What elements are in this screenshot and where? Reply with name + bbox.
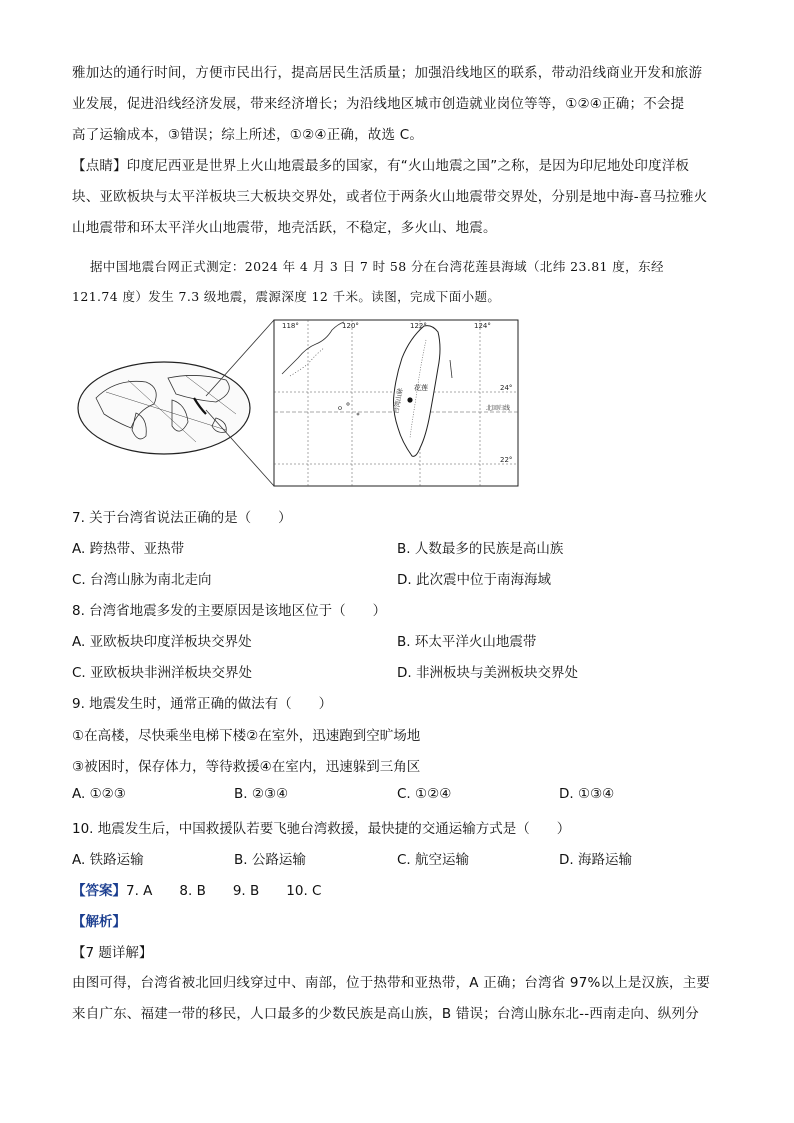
material-line-2: 121.74 度）发生 7.3 级地震，震源深度 12 千米。读图，完成下面小题。 xyxy=(72,289,501,304)
q10-option-a[interactable]: A. 铁路运输 xyxy=(72,852,144,868)
answer-text: 7. A 8. B 9. B 10. C xyxy=(126,883,322,899)
q7-option-a[interactable]: A. 跨热带、亚热带 xyxy=(72,541,185,557)
q10-option-c[interactable]: C. 航空运输 xyxy=(397,852,470,868)
q10-option-d[interactable]: D. 海路运输 xyxy=(559,852,632,868)
q8-option-b[interactable]: B. 环太平洋火山地震带 xyxy=(397,634,537,650)
detail-label: 【7 题详解】 xyxy=(72,945,153,961)
material-line-1: 据中国地震台网正式测定：2024 年 4 月 3 日 7 时 58 分在台湾花莲县海域（北纬 23.81 度，东经 xyxy=(90,259,664,274)
tip-line: 块、亚欧板块与太平洋板块三大板块交界处，或者位于两条火山地震带交界处，分别是地中海-喜马拉雅火 xyxy=(72,189,708,205)
detail-line: 由图可得，台湾省被北回归线穿过中、南部，位于热带和亚热带，A 正确；台湾省 97%以上是汉族，主要 xyxy=(72,975,711,991)
q10-option-b[interactable]: B. 公路运输 xyxy=(234,852,306,868)
lon-label: 122° xyxy=(410,322,427,330)
q7-option-c[interactable]: C. 台湾山脉为南北走向 xyxy=(72,572,212,588)
lat-label: 24° xyxy=(500,384,513,392)
q9-option-d[interactable]: D. ①③④ xyxy=(559,786,615,802)
epicenter-dot xyxy=(407,397,412,402)
q9-option-c[interactable]: C. ①②④ xyxy=(397,786,452,802)
tip-line: 山地震带和环太平洋火山地震带，地壳活跃，不稳定，多火山、地震。 xyxy=(72,220,497,236)
intro-line: 业发展，促进沿线经济发展，带来经济增长；为沿线地区城市创造就业岗位等等，①②④正确；不会提 xyxy=(72,96,685,112)
q9-option-a[interactable]: A. ①②③ xyxy=(72,786,126,802)
q7-option-b[interactable]: B. 人数最多的民族是高山族 xyxy=(397,541,564,557)
q9-statement-line: ③被困时，保存体力，等待救援④在室内，迅速躲到三角区 xyxy=(72,759,421,775)
lon-label: 124° xyxy=(474,322,491,330)
question-10-stem: 10. 地震发生后，中国救援队若要飞驰台湾救援，最快捷的交通运输方式是（ ） xyxy=(72,821,571,837)
detail-line: 来自广东、福建一带的移民，人口最多的少数民族是高山族，B 错误；台湾山脉东北--西南走向、纵列分 xyxy=(72,1006,699,1022)
map-figure xyxy=(76,318,520,490)
lon-label: 118° xyxy=(282,322,299,330)
q8-option-d[interactable]: D. 非洲板块与美洲板块交界处 xyxy=(397,665,578,681)
question-8-stem: 8. 台湾省地震多发的主要原因是该地区位于（ ） xyxy=(72,603,387,619)
answer-label: 【答案】 xyxy=(72,883,126,899)
intro-paragraph xyxy=(72,58,724,244)
tropic-label: 北回归线 xyxy=(486,405,511,412)
question-7-stem: 7. 关于台湾省说法正确的是（ ） xyxy=(72,510,292,526)
q9-option-b[interactable]: B. ②③④ xyxy=(234,786,289,802)
question-9-stem: 9. 地震发生时，通常正确的做法有（ ） xyxy=(72,696,333,712)
lon-label: 120° xyxy=(342,322,359,330)
detail-paragraph xyxy=(72,968,724,1030)
lat-label: 22° xyxy=(500,456,513,464)
q7-option-d[interactable]: D. 此次震中位于南海海域 xyxy=(397,572,551,588)
answer-line xyxy=(72,879,321,899)
city-label: 花莲 xyxy=(414,384,428,392)
taiwan-map xyxy=(274,320,518,486)
analysis-label: 【解析】 xyxy=(72,914,126,930)
tip-line: 【点睛】印度尼西亚是世界上火山地震最多的国家，有“火山地震之国”之称，是因为印尼地处印度洋板 xyxy=(72,158,690,174)
q8-option-c[interactable]: C. 亚欧板块非洲洋板块交界处 xyxy=(72,665,253,681)
mountain-label: 台湾山脉 xyxy=(392,387,405,415)
q9-statement-line: ①在高楼，尽快乘坐电梯下楼②在室外，迅速跑到空旷场地 xyxy=(72,728,421,744)
intro-line: 雅加达的通行时间，方便市民出行，提高居民生活质量；加强沿线地区的联系，带动沿线商业开发和旅游 xyxy=(72,65,703,81)
q8-option-a[interactable]: A. 亚欧板块印度洋板块交界处 xyxy=(72,634,252,650)
intro-line: 高了运输成本，③错误；综上所述，①②④正确，故选 C。 xyxy=(72,127,424,143)
